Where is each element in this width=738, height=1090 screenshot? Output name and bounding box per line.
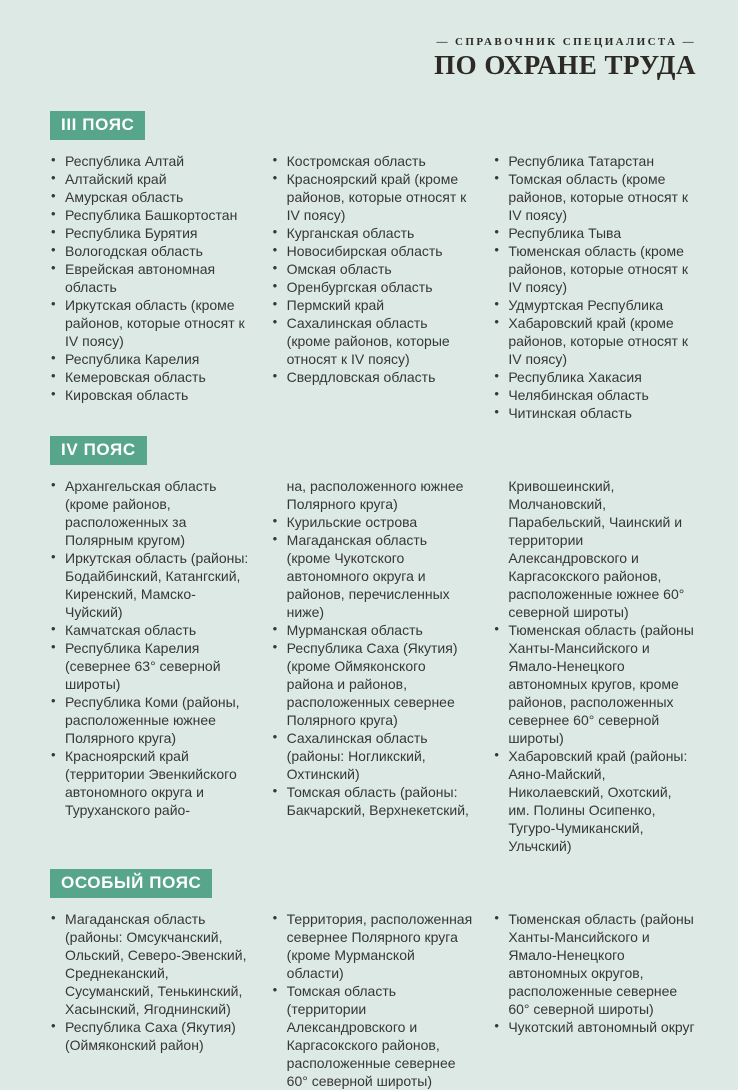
region-text: Челябинская область <box>508 387 649 404</box>
zone-title-badge: III ПОЯС <box>50 111 145 140</box>
region-text: Территория, расположенная севернее Полярного круга (кроме Мурманской области) <box>286 911 473 982</box>
region-item <box>50 188 253 206</box>
bullet-icon: • <box>272 783 278 799</box>
region-text: Курильские острова <box>286 514 418 531</box>
region-item <box>493 152 696 170</box>
region-item <box>493 747 696 855</box>
region-item <box>272 296 475 314</box>
zone-section <box>50 111 696 422</box>
region-text: Амурская область <box>65 189 184 206</box>
zone-columns <box>50 477 696 855</box>
region-item <box>272 982 475 1090</box>
region-item <box>50 693 253 747</box>
region-item <box>493 386 696 404</box>
region-item <box>493 621 696 747</box>
region-text: Красноярский край (кроме районов, которые относят к IV поясу) <box>286 171 467 224</box>
region-text: Камчатская область <box>65 622 197 639</box>
region-text: Республика Тыва <box>508 225 622 242</box>
region-text: Магаданская область (районы: Омсукчанский, Ольский, Северо-Эвенский, Среднеканский, Сусуманский, Тенькинский, Хасынский, Ягоднинский) <box>65 911 247 1018</box>
region-item <box>272 477 475 513</box>
bullet-icon: • <box>494 368 499 384</box>
bullet-icon: • <box>272 152 278 168</box>
bullet-icon: • <box>272 242 278 258</box>
region-text: Алтайский край <box>65 171 167 188</box>
region-list <box>272 910 475 1090</box>
region-item <box>50 747 253 819</box>
region-text: Еврейская автономная область <box>65 261 216 296</box>
region-text: Свердловская область <box>286 369 436 386</box>
region-text: Сахалинская область (районы: Ногликский, Охтинский) <box>286 730 428 783</box>
region-list <box>493 152 696 422</box>
zone-title-badge: IV ПОЯС <box>50 436 147 465</box>
bullet-icon: • <box>494 152 499 168</box>
bullet-icon: • <box>494 242 499 258</box>
region-text: Читинская область <box>508 405 632 422</box>
region-text: Тюменская область (районы Ханты-Мансийского и Ямало-Ненецкого автономных округов, расположенные севернее 60° северной широты) <box>508 911 694 1018</box>
region-item <box>272 152 475 170</box>
region-item <box>50 621 253 639</box>
region-text: Томская область (районы: Бакчарский, Верхнекетский, <box>286 784 469 819</box>
bullet-icon: • <box>494 224 499 240</box>
masthead-title: ПО ОХРАНЕ ТРУДА <box>434 50 696 80</box>
region-text: Пермский край <box>286 297 385 314</box>
region-text: Республика Башкортостан <box>65 207 238 224</box>
bullet-icon: • <box>51 260 56 276</box>
bullet-icon: • <box>494 910 499 926</box>
region-item <box>50 477 253 549</box>
bullet-icon: • <box>272 170 278 186</box>
masthead <box>50 36 696 79</box>
region-item <box>272 639 475 729</box>
bullet-icon: • <box>272 314 278 330</box>
bullet-icon: • <box>51 386 56 402</box>
bullet-icon: • <box>272 296 278 312</box>
bullet-icon: • <box>51 549 56 565</box>
region-item <box>493 314 696 368</box>
region-text: Республика Карелия (севернее 63° северной широты) <box>65 640 221 693</box>
bullet-icon: • <box>51 152 56 168</box>
bullet-icon: • <box>272 639 278 655</box>
region-text: Томская область (кроме районов, которые относят к IV поясу) <box>508 171 688 224</box>
region-item <box>50 224 253 242</box>
bullet-icon: • <box>494 1018 499 1034</box>
region-item <box>493 242 696 296</box>
region-item <box>493 910 696 1018</box>
region-list <box>493 477 696 855</box>
zone-title-badge: ОСОБЫЙ ПОЯС <box>50 869 212 898</box>
region-item <box>50 350 253 368</box>
region-item <box>272 910 475 982</box>
region-item <box>272 621 475 639</box>
zone-columns <box>50 152 696 422</box>
region-item <box>50 296 253 350</box>
region-text: Кемеровская область <box>65 369 206 386</box>
region-list <box>50 910 253 1090</box>
region-text: Томская область (территории Александровского и Каргасокского районов, расположенные севернее 60° северной широты) <box>286 983 456 1090</box>
bullet-icon: • <box>51 170 56 186</box>
region-item <box>50 910 253 1018</box>
region-text: Хабаровский край (районы: Аяно-Майский, Николаевский, Охотский, им. Полины Осипенко, Тугуро-Чумиканский, Ульчский) <box>508 748 688 855</box>
region-item <box>272 368 475 386</box>
masthead-kicker: — СПРАВОЧНИК СПЕЦИАЛИСТА — <box>436 36 696 48</box>
bullet-icon: • <box>272 368 278 384</box>
region-text: Архангельская область (кроме районов, расположенных за Полярным кругом) <box>65 478 217 549</box>
region-item <box>50 549 253 621</box>
region-item <box>493 368 696 386</box>
bullet-icon: • <box>51 224 56 240</box>
bullet-icon: • <box>51 1018 56 1034</box>
bullet-icon: • <box>51 188 56 204</box>
region-text: Иркутская область (районы: Бодайбинский, Катангский, Киренский, Мамско-Чуйский) <box>65 550 249 621</box>
bullet-icon: • <box>494 170 499 186</box>
region-item <box>272 242 475 260</box>
bullet-icon: • <box>51 242 56 258</box>
region-text: Чукотский автономный округ <box>508 1019 695 1036</box>
region-text: Сахалинская область (кроме районов, которые относят к IV поясу) <box>286 315 450 368</box>
region-item <box>272 170 475 224</box>
region-item <box>272 513 475 531</box>
zone-columns <box>50 910 696 1090</box>
region-list <box>272 152 475 422</box>
bullet-icon: • <box>51 477 56 493</box>
zone-section <box>50 436 696 855</box>
region-item <box>493 170 696 224</box>
region-text: Мурманская область <box>286 622 423 639</box>
bullet-icon: • <box>494 296 499 312</box>
bullet-icon: • <box>272 531 278 547</box>
region-item <box>50 386 253 404</box>
bullet-icon: • <box>272 729 278 745</box>
region-item <box>272 729 475 783</box>
region-text: Новосибирская область <box>286 243 443 260</box>
region-item <box>493 477 696 621</box>
bullet-icon: • <box>272 260 278 276</box>
bullet-icon: • <box>494 747 499 763</box>
region-list <box>50 152 253 422</box>
bullet-icon: • <box>51 350 56 366</box>
region-text: Красноярский край (территории Эвенкийского автономного округа и Туруханского райо- <box>65 748 237 819</box>
region-item <box>272 278 475 296</box>
region-item <box>50 639 253 693</box>
region-text: Республика Хакасия <box>508 369 642 386</box>
region-item <box>272 260 475 278</box>
bullet-icon: • <box>51 206 56 222</box>
region-text: Магаданская область (кроме Чукотского автономного округа и районов, перечисленных ниже) <box>286 532 450 621</box>
bullet-icon: • <box>494 386 499 402</box>
region-item <box>272 531 475 621</box>
region-list <box>272 477 475 855</box>
bullet-icon: • <box>51 693 56 709</box>
region-item <box>493 296 696 314</box>
region-list <box>50 477 253 855</box>
bullet-icon: • <box>272 982 278 998</box>
bullet-icon: • <box>494 314 499 330</box>
bullet-icon: • <box>51 368 56 384</box>
region-list <box>493 910 696 1090</box>
bullet-icon: • <box>51 621 56 637</box>
bullet-icon: • <box>51 747 56 763</box>
region-text: Кривошеинский, Молчановский, Парабельский, Чаинский и территории Александровского и Каргасокского районов, расположенные южнее 60° северной широты) <box>508 478 685 621</box>
region-text: Оренбургская область <box>286 279 433 296</box>
region-text: Республика Карелия <box>65 351 200 368</box>
region-text: Республика Саха (Якутия) (кроме Оймяконского района и районов, расположенных севернее Полярного круга) <box>286 640 458 729</box>
region-text: Тюменская область (районы Ханты-Мансийского и Ямало-Ненецкого автономных кругов, кроме районов, расположенных севернее 60° северной широты) <box>508 622 694 747</box>
region-item <box>493 224 696 242</box>
region-text: Республика Татарстан <box>508 153 655 170</box>
region-item <box>272 783 475 819</box>
zones-container <box>50 111 696 1090</box>
region-item <box>50 1018 253 1054</box>
region-text: Удмуртская Республика <box>508 297 664 314</box>
region-text: Республика Коми (районы, расположенные южнее Полярного круга) <box>65 694 240 747</box>
region-item <box>493 404 696 422</box>
region-item <box>50 206 253 224</box>
region-text: Хабаровский край (кроме районов, которые относят к IV поясу) <box>508 315 688 368</box>
region-text: Костромская область <box>286 153 426 170</box>
bullet-icon: • <box>51 296 56 312</box>
region-item <box>50 368 253 386</box>
region-text: Вологодская область <box>65 243 203 260</box>
region-text: Кировская область <box>65 387 189 404</box>
region-text: Омская область <box>286 261 392 278</box>
region-text: Республика Саха (Якутия) (Оймяконский район) <box>65 1019 236 1054</box>
bullet-icon: • <box>272 224 278 240</box>
region-text: Республика Алтай <box>65 153 185 170</box>
region-text: Республика Бурятия <box>65 225 198 242</box>
region-text: Курганская область <box>286 225 415 242</box>
bullet-icon: • <box>51 910 56 926</box>
bullet-icon: • <box>272 278 278 294</box>
region-item <box>50 260 253 296</box>
region-item <box>272 224 475 242</box>
region-text: Иркутская область (кроме районов, которые относят к IV поясу) <box>65 297 245 350</box>
region-item <box>50 152 253 170</box>
bullet-icon: • <box>272 621 278 637</box>
bullet-icon: • <box>51 639 56 655</box>
region-item <box>50 242 253 260</box>
bullet-icon: • <box>272 513 278 529</box>
region-item <box>493 1018 696 1036</box>
region-item <box>272 314 475 368</box>
region-item <box>50 170 253 188</box>
bullet-icon: • <box>272 910 278 926</box>
region-text: на, расположенного южнее Полярного круга) <box>286 478 464 513</box>
bullet-icon: • <box>494 621 499 637</box>
region-text: Тюменская область (кроме районов, которые относят к IV поясу) <box>508 243 688 296</box>
zone-section <box>50 869 696 1090</box>
bullet-icon: • <box>494 404 499 420</box>
